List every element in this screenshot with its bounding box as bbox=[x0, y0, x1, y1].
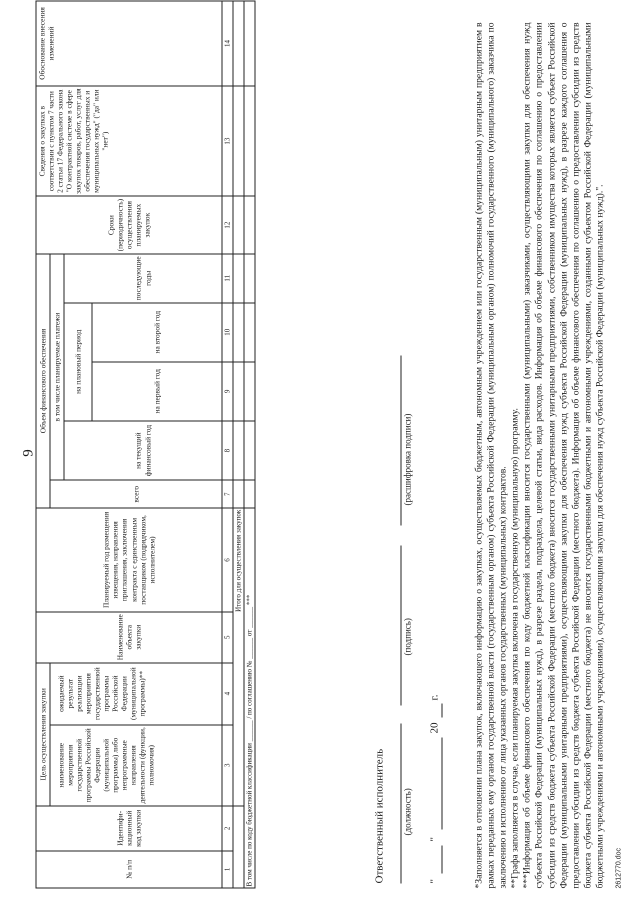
empty-cell bbox=[233, 420, 244, 480]
date-month-line bbox=[441, 737, 442, 829]
col-number-cell: 1 bbox=[222, 850, 233, 887]
year-suffix: г. bbox=[428, 693, 440, 700]
col-number-cell: 12 bbox=[222, 196, 233, 253]
col-number-cell: 8 bbox=[222, 420, 233, 480]
footnote-1: *Заполняется в отношении плана закупок, включающего информацию о закупках, осуществляемых бюджетным, автономным учреждением или государственным (муниципальным) унитарным предприятием в рамках переданных ему органом государственной власти (государственным органом) субъекта Российской Федерации (муниципальным органом) полномочий государственного (муниципального) заказчика по заключению и исполнению от лица указанных органов государственных (муниципальных) контрактов. bbox=[473, 22, 509, 888]
col-current-year-header: на текущий финансовый год bbox=[64, 420, 222, 480]
empty-cell bbox=[244, 196, 255, 253]
empty-cell bbox=[233, 1, 244, 86]
plan-period-header: на плановый период bbox=[64, 302, 92, 420]
empty-cell bbox=[233, 805, 244, 887]
finance-group-header: Объем финансового обеспечения bbox=[36, 253, 50, 507]
empty-cell bbox=[233, 85, 244, 195]
position-line bbox=[400, 723, 401, 883]
col-ikz-header: Идентифи-кационный код закупки bbox=[36, 805, 222, 850]
date-quote-close: " bbox=[428, 836, 440, 841]
empty-cell bbox=[233, 253, 244, 302]
responsible-label: Ответственный исполнитель bbox=[373, 748, 385, 883]
col-terms-header: Сроки (периодичность) осуществления планируемых закупок bbox=[36, 196, 222, 253]
empty-cell bbox=[233, 480, 244, 508]
document-code: 2612770.doc bbox=[615, 847, 622, 888]
decoding-line bbox=[400, 355, 401, 525]
empty-cell bbox=[244, 361, 255, 420]
year-line bbox=[441, 703, 442, 717]
col-info-header: Сведения о закупках в соответствии с пунктом 7 части 2 статьи 17 Федерального закона "О контрактной системе в сфере закупок товаров, работ, услуг для обеспечения государственных и муниципальных нужд" ("да" или "нет") bbox=[36, 85, 222, 195]
year-prefix: 20 bbox=[428, 722, 440, 733]
col-number-cell: 7 bbox=[222, 480, 233, 508]
date-day-line bbox=[441, 845, 442, 873]
empty-cell bbox=[244, 1, 255, 86]
col-number-cell: 6 bbox=[222, 508, 233, 611]
empty-cell bbox=[244, 420, 255, 480]
col-number-cell: 3 bbox=[222, 724, 233, 805]
empty-cell bbox=[233, 302, 244, 361]
col-number-cell: 10 bbox=[222, 302, 233, 361]
empty-cell bbox=[233, 361, 244, 420]
empty-cell bbox=[244, 85, 255, 195]
col-year-header: Планируемый год размещения извещения, направления приглашения, заключения контракта с единственным поставщиком (подрядчиком, исполнителем) bbox=[36, 508, 222, 611]
col-number-cell: 9 bbox=[222, 361, 233, 420]
footnote-2: **Графа заполняется в случае, если планируемая закупка включена в государственную (муниципальную) программу. bbox=[509, 407, 521, 888]
col-number-cell: 13 bbox=[222, 85, 233, 195]
empty-cell bbox=[244, 302, 255, 361]
position-caption: (должность) bbox=[402, 787, 412, 835]
procurement-plan-table bbox=[35, 0, 255, 888]
col-object-header: Наименование объекта закупки bbox=[36, 611, 222, 662]
col-number-cell: 11 bbox=[222, 253, 233, 302]
signature-caption: (подпись) bbox=[402, 617, 412, 655]
total-row-label: Итого для осуществления закупок bbox=[233, 508, 244, 806]
footnote-3: ***Информация об объеме финансового обеспечения по коду бюджетной классификации вносится государственными (муниципальными) заказчиками, осуществляющими закупки для обеспечения нужд субъекта Российской Федерации (муниципальных нужд), в разрезе раздела, подраздела, целевой статьи, вида расходов. Информация об объеме финансового обеспечения по соглашению о предоставлении субсидии из средств бюджета субъекта Российской Федерации (местного бюджета) вносится государственными унитарными предприятиями, собственником имущества которых является субъект Российской Федерации (муниципальными унитарными предприятиями), осуществляющими закупки для обеспечения нужд субъекта Российской Федерации (муниципальных нужд), в разрезе каждого соглашения о предоставлении субсидии из средств бюджета субъекта Российской Федерации (местного бюджета). Информация об объеме финансового обеспечения по соглашению о предоставлении субсидии из средств бюджета субъекта Российской Федерации (местного бюджета) не вносится государственными бюджетными и автономными учреждениями, созданными субъектом Российской Федерации (муниципальными бюджетными учреждениями и автономными учреждениями), осуществляющими закупки для обеспечения нужд субъекта Российской Федерации (муниципальных нужд).". bbox=[521, 22, 605, 888]
col-total-header: всего bbox=[50, 480, 222, 508]
goal-group-header: Цель осуществления закупки bbox=[36, 662, 50, 805]
col-number-cell: 4 bbox=[222, 662, 233, 724]
date-quote-open: " bbox=[428, 878, 440, 883]
page-number: 9 bbox=[20, 448, 36, 457]
kbk-row-label: В том числе по коду бюджетной классификации ______ / по соглашению № ______ от ______ *** bbox=[244, 508, 255, 888]
col-number-cell: 2 bbox=[222, 805, 233, 850]
col-first-year-header: на первый год bbox=[92, 361, 222, 420]
col-reason-header: Обоснование внесения изменений bbox=[36, 1, 222, 86]
empty-cell bbox=[233, 196, 244, 253]
footnotes bbox=[473, 22, 606, 888]
col-second-year-header: на второй год bbox=[92, 302, 222, 361]
col-goal-b-header: ожидаемый результат реализации мероприятия государственной программы Российской Федерации (муниципальной программы)** bbox=[50, 662, 222, 724]
signature-line bbox=[400, 545, 401, 705]
col-goal-a-header: наименование мероприятия государственной программы Российской Федерации (муниципальной программы) либо непрограммные направления деятельности (функции, полномочия) bbox=[50, 724, 222, 805]
col-number-cell: 14 bbox=[222, 1, 233, 86]
empty-cell bbox=[244, 253, 255, 302]
col-number-header: № п/п bbox=[36, 850, 222, 887]
empty-cell bbox=[244, 480, 255, 508]
col-number-cell: 5 bbox=[222, 611, 233, 662]
decoding-caption: (расшифровка подписи) bbox=[402, 413, 412, 505]
col-after-years-header: последующие годы bbox=[64, 253, 222, 302]
planned-payments-header: в том числе планируемые платежи bbox=[50, 253, 64, 480]
